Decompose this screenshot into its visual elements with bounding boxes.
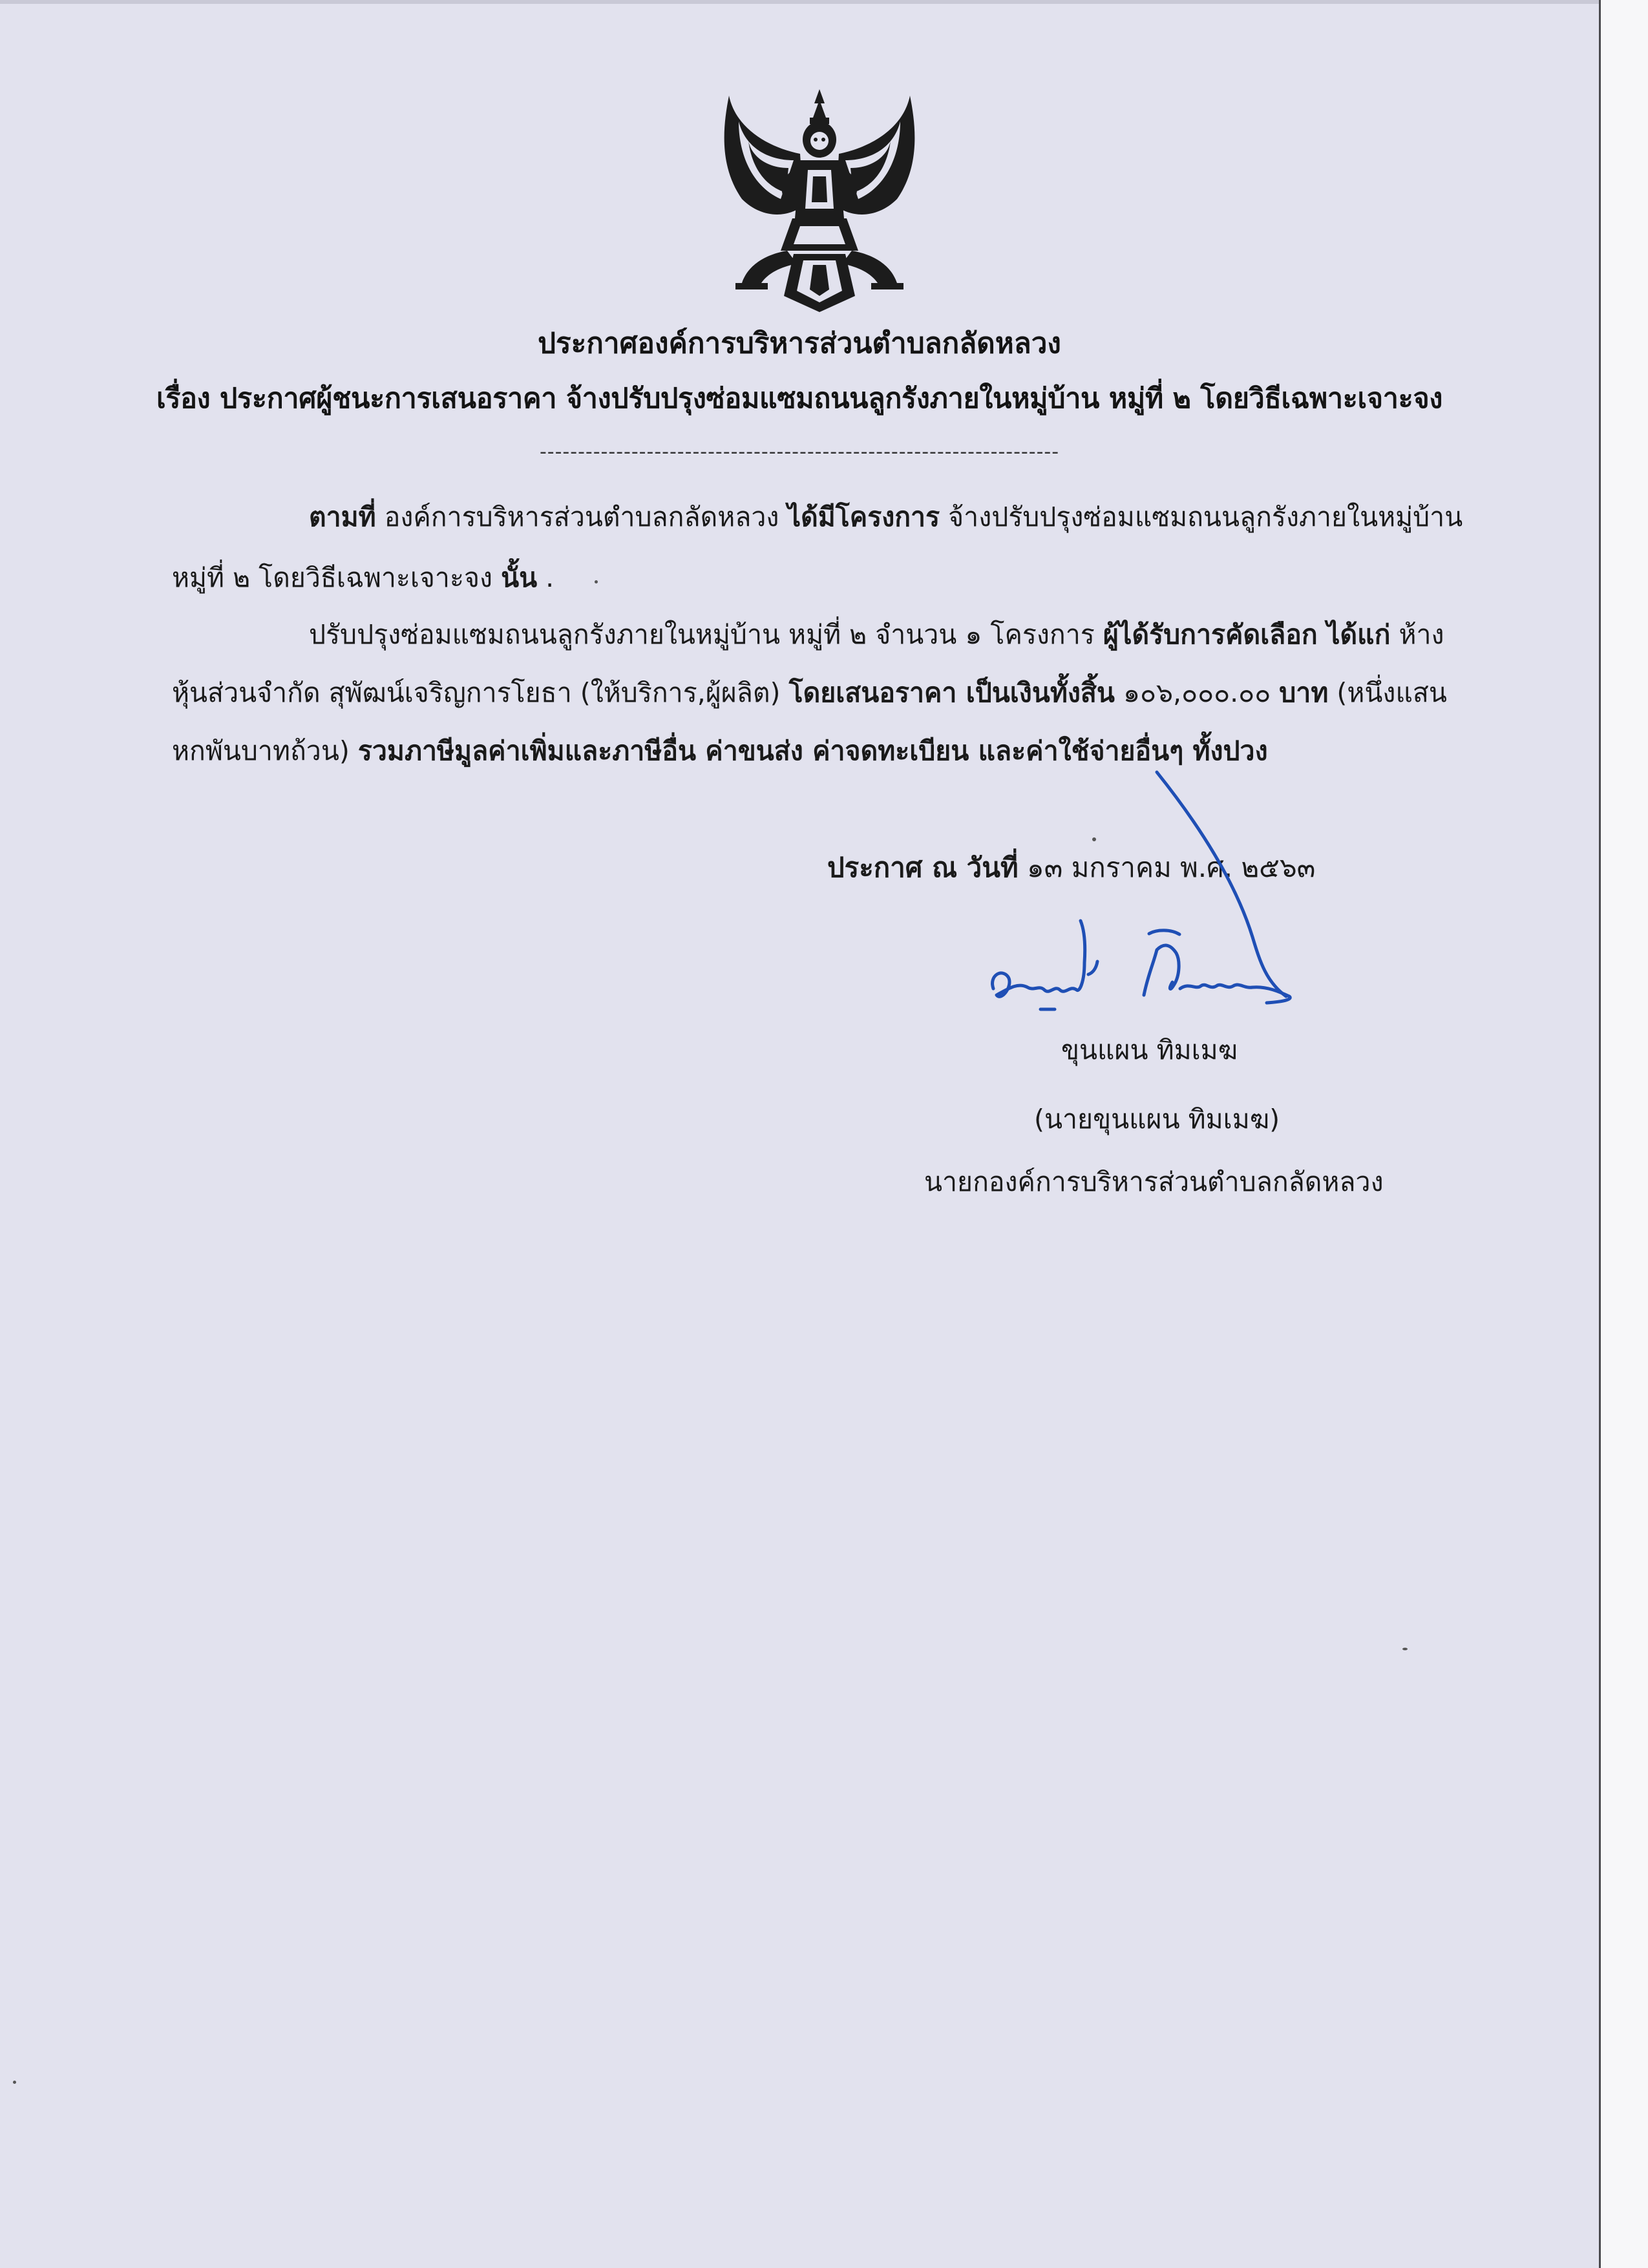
paragraph-2-line-1 (309, 614, 1444, 656)
date-label: ประกาศ ณ วันที่ (827, 852, 1019, 883)
text-span: จ้างปรับปรุงซ่อมแซมถนนลูกรังภายในหมู่บ้าน (940, 501, 1463, 532)
garuda-emblem (716, 89, 923, 315)
scan-speck (1092, 837, 1096, 841)
paragraph-1-line-2 (172, 557, 554, 599)
text-span: ปรับปรุงซ่อมแซมถนนลูกรังภายในหมู่บ้าน หมู่ที่ ๒ จำนวน ๑ โครงการ (309, 619, 1103, 650)
signer-full-name: (นายขุนแผน ทิมเมฆ) (1034, 1104, 1280, 1135)
scan-speck (13, 2081, 16, 2084)
date-value: ๑๓ มกราคม พ.ศ. ๒๕๖๓ (1018, 852, 1316, 883)
separator-line: -------------------------------------------------------------------- (539, 441, 1060, 463)
text-span: โดยเสนอราคา เป็นเงินทั้งสิ้น (788, 677, 1115, 708)
text-span: . (537, 562, 555, 593)
text-span: หุ้นส่วนจำกัด สุพัฒน์เจริญการโยธา (ให้บริการ,ผู้ผลิต) (172, 677, 789, 708)
paragraph-2-line-3 (172, 730, 1268, 772)
scan-speck (1402, 1648, 1408, 1650)
subject-text: ประกาศผู้ชนะการเสนอราคา จ้างปรับปรุงซ่อมแซมถนนลูกรังภายในหมู่บ้าน หมู่ที่ ๒ โดยวิธีเฉพาะเจาะจง (220, 383, 1443, 415)
subject-label: เรื่อง (156, 383, 211, 415)
signer-name: ขุนแผน ทิมเมฆ (1061, 1034, 1238, 1066)
text-span: องค์การบริหารส่วนตำบลกลัดหลวง (375, 501, 788, 532)
text-span: รวมภาษีมูลค่าเพิ่มและภาษีอื่น ค่าขนส่ง ค่าจดทะเบียน และค่าใช้จ่ายอื่นๆ ทั้งปวง (357, 735, 1268, 766)
text-span: (หนึ่งแสน (1328, 677, 1447, 708)
text-span: นั้น (501, 562, 538, 593)
paragraph-2-line-2 (172, 672, 1447, 714)
signer-position: นายกองค์การบริหารส่วนตำบลกลัดหลวง (924, 1166, 1384, 1197)
handwritten-signature (982, 769, 1325, 1053)
announcement-subject (0, 376, 1599, 420)
text-span: ผู้ได้รับการคัดเลือก ได้แก่ (1103, 619, 1391, 650)
text-span: ๑๐๖,๐๐๐.๐๐ (1114, 677, 1280, 708)
paragraph-1-line-1 (309, 496, 1463, 538)
text-span: ได้มีโครงการ (787, 501, 940, 532)
text-span: หมู่ที่ ๒ โดยวิธีเฉพาะเจาะจง (172, 562, 502, 593)
text-span: ตามที่ (309, 501, 376, 532)
text-span: บาท (1279, 677, 1329, 708)
announcement-title: ประกาศองค์การบริหารส่วนตำบลกลัดหลวง (538, 327, 1061, 360)
scan-speck (595, 580, 598, 583)
text-span: ห้าง (1390, 619, 1444, 650)
page-top-edge (0, 0, 1599, 4)
scanner-background-strip (1599, 0, 1648, 2268)
text-span: หกพันบาทถ้วน) (172, 735, 358, 766)
